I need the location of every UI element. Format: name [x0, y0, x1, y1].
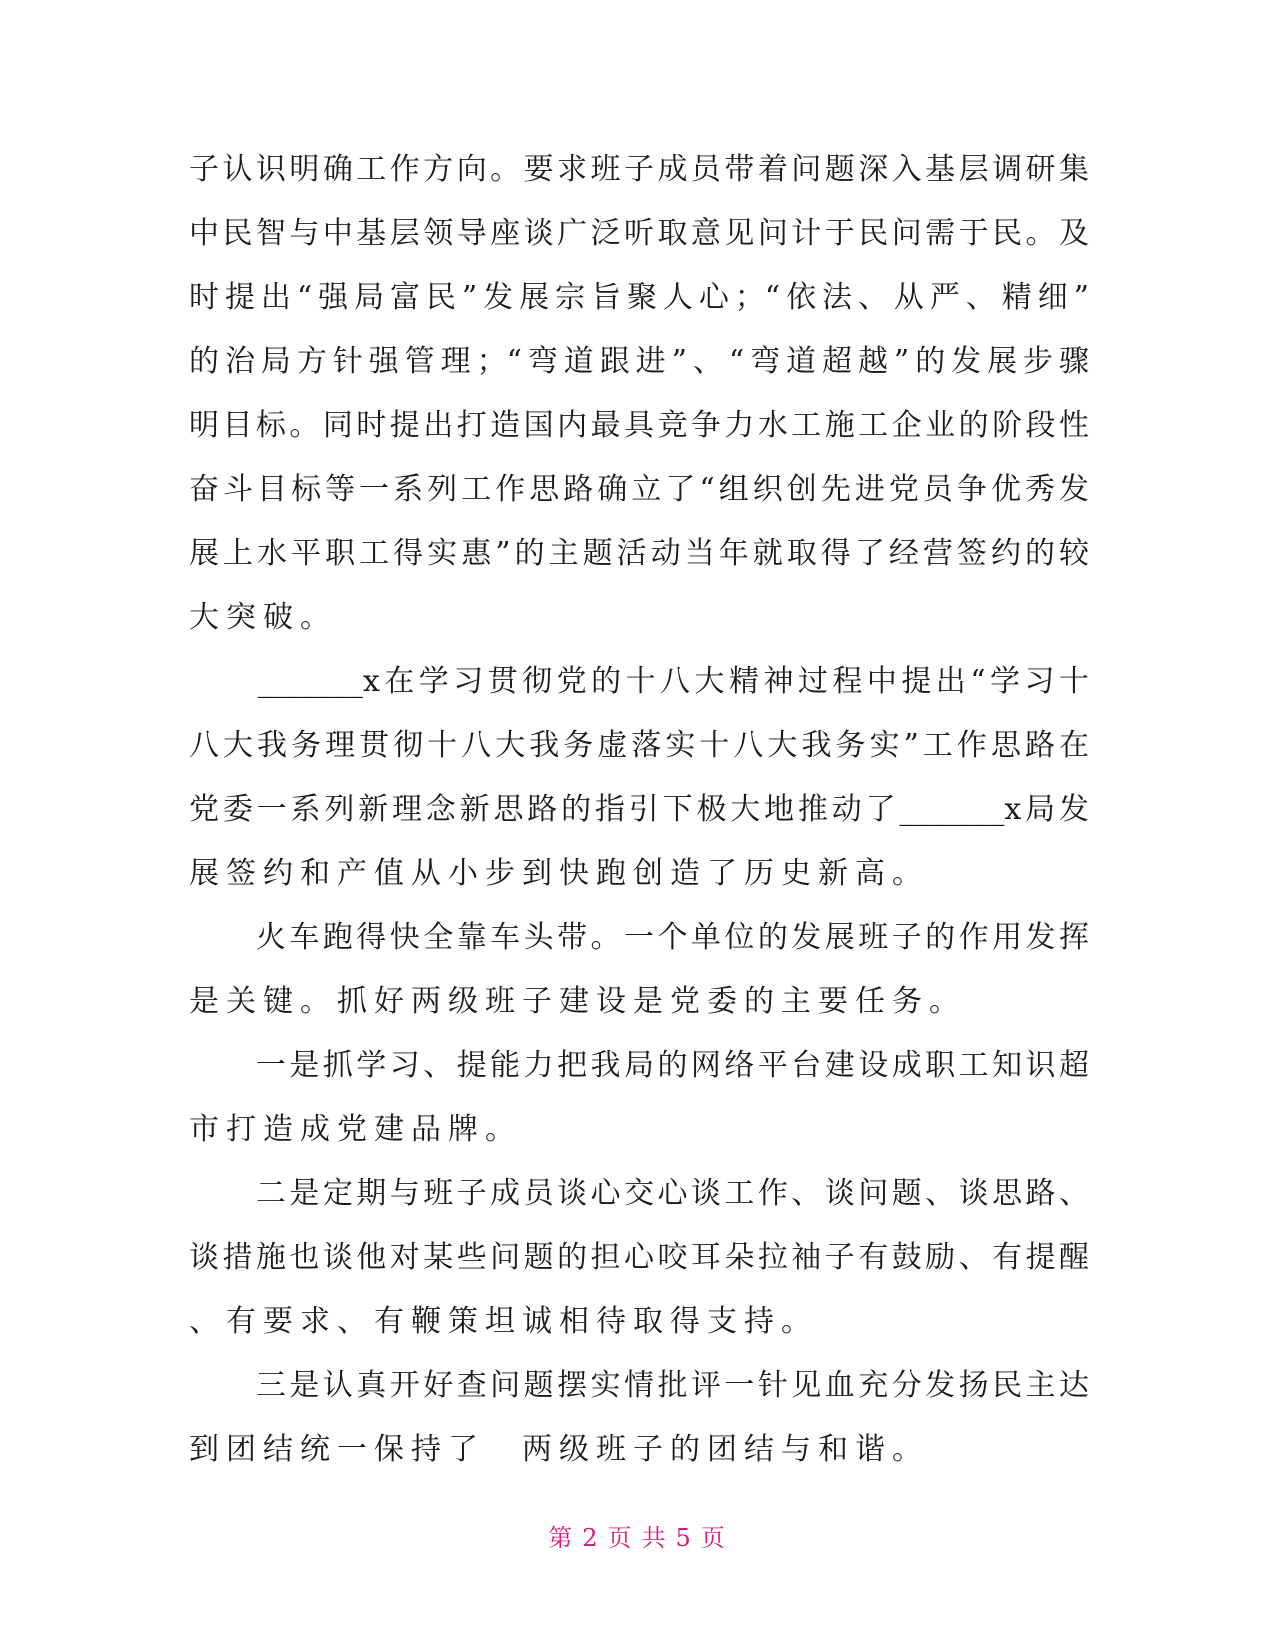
footer-page-word: 页: [607, 1524, 634, 1552]
text-line: 的治局方针强管理；“弯道跟进”、“弯道超越”的发展步骤: [189, 344, 1089, 379]
text-line: 一是抓学习、提能力把我局的网络平台建设成职工知识超: [189, 1048, 1089, 1083]
text-line: 中民智与中基层领导座谈广泛听取意见问计于民问需于民。及: [189, 216, 1089, 251]
total-pages-number: 5: [675, 1524, 693, 1552]
text-line: 到团结统一保持了 两级班子的团结与和谐。: [189, 1432, 929, 1467]
text-line: 三是认真开好查问题摆实情批评一针见血充分发扬民主达: [189, 1368, 1089, 1403]
text-line: 子认识明确工作方向。要求班子成员带着问题深入基层调研集: [189, 152, 1089, 187]
footer-total-word: 共: [641, 1524, 668, 1552]
text-line: _______x在学习贯彻党的十八大精神过程中提出“学习十: [189, 664, 1089, 699]
text-line: 二是定期与班子成员谈心交心谈工作、谈问题、谈思路、: [189, 1176, 1089, 1211]
current-page-number: 2: [582, 1524, 600, 1552]
text-line: 八大我务理贯彻十八大我务虚落实十八大我务实”工作思路在: [189, 728, 1089, 763]
text-line: 火车跑得快全靠车头带。一个单位的发展班子的作用发挥: [189, 920, 1089, 955]
body-text: [189, 138, 1089, 1482]
text-line: 、有要求、有鞭策坦诚相待取得支持。: [189, 1304, 818, 1339]
text-line: 市打造成党建品牌。: [189, 1112, 522, 1147]
text-line: 奋斗目标等一系列工作思路确立了“组织创先进党员争优秀发: [189, 472, 1089, 507]
page-footer: [0, 1518, 1275, 1553]
text-line: 谈措施也谈他对某些问题的担心咬耳朵拉袖子有鼓励、有提醒: [189, 1240, 1089, 1275]
footer-suffix: 页: [700, 1524, 727, 1552]
text-line: 展上水平职工得实惠”的主题活动当年就取得了经营签约的较: [189, 536, 1089, 571]
text-line: 是关键。抓好两级班子建设是党委的主要任务。: [189, 984, 966, 1019]
text-line: 明目标。同时提出打造国内最具竞争力水工施工企业的阶段性: [189, 408, 1089, 443]
footer-prefix: 第: [548, 1524, 575, 1552]
text-line: 时提出“强局富民”发展宗旨聚人心；“依法、从严、精细”: [189, 280, 1089, 315]
text-line: 展签约和产值从小步到快跑创造了历史新高。: [189, 856, 929, 891]
text-line: 大突破。: [189, 600, 337, 635]
text-line: 党委一系列新理念新思路的指引下极大地推动了_______x局发: [189, 792, 1089, 827]
